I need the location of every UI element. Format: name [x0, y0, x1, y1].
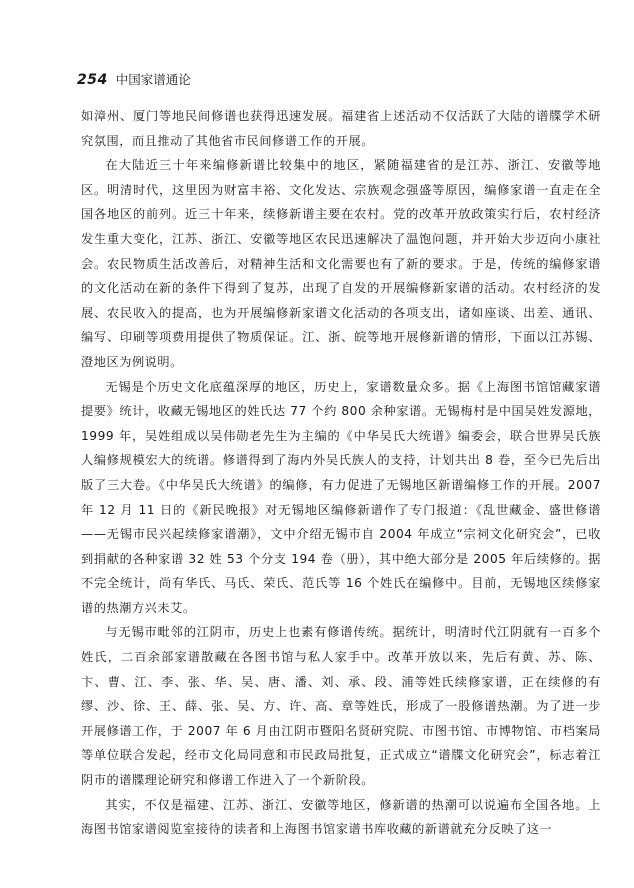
body-text — [81, 104, 601, 842]
paragraph: 在大陆近三十年来编修新谱比较集中的地区，紧随福建省的是江苏、浙江、安徽等地区。明清时代，这里因为财富丰裕、文化发达、宗族观念强盛等原因，编修家谱一直走在全国各地区的前列。近三十年来，续修新谱主要在农村。党的改革开放政策实行后，农村经济发生重大变化，江苏、浙江、安徽等地区农民迅速解决了温饱问题，并开始大步迈向小康社会。农民物质生活改善后，对精神生活和文化需要也有了新的要求。于是，传统的编修家谱的文化活动在新的条件下得到了复苏，出现了自发的开展编修新家谱的活动。农村经济的发展、农民收入的提高，也为开展编修新家谱文化活动的各项支出，诸如座谈、出差、通讯、编写、印刷等项费用提供了物质保证。江、浙、皖等地开展修新谱的情形，下面以江苏锡、澄地区为例说明。 — [81, 158, 601, 369]
paragraph: 与无锡市毗邻的江阴市，历史上也素有修谱传统。据统计，明清时代江阴就有一百多个姓氏，二百余部家谱散藏在各图书馆与私人家手中。改革开放以来，先后有黄、苏、陈、卞、曹、江、李、张、华、吴、唐、潘、刘、承、段、浦等姓氏续修家谱，正在续修的有缪、沙、徐、王、薛、张、吴、方、许、高、章等姓氏，形成了一股修谱热潮。为了进一步开展修谱工作，于 2007 年 6 月由江阴市暨阳名贤研究院、市图书馆、市博物馆、市档案局等单位联合发起，经市文化局同意和市民政局批复，正式成立“谱牒文化研究会”，标志着江阴市的谱牒理论研究和修谱工作进入了一个新阶段。 — [81, 625, 601, 788]
running-head: 中国家谱通论 — [115, 72, 191, 87]
paragraph: 其实，不仅是福建、江苏、浙江、安徽等地区，修新谱的热潮可以说遍布全国各地。上海图书馆家谱阅览室接待的读者和上海图书馆家谱书库收藏的新谱就充分反映了这一 — [81, 797, 601, 837]
page-number: 254 — [77, 72, 108, 88]
page-header — [77, 70, 191, 90]
paragraph: 无锡是个历史文化底蕴深厚的地区，历史上，家谱数量众多。据《上海图书馆馆藏家谱提要》统计，收藏无锡地区的姓氏达 77 个约 800 余种家谱。无锡梅村是中国吴姓发源地，1999 年，吴姓组成以吴伟勋老先生为主编的《中华吴氏大统谱》编委会，联合世界吴氏族人编修规模宏大的统谱。修谱得到了海内外吴氏族人的支持，计划共出 8 卷，至今已先后出版了三大卷。《中华吴氏大统谱》的编修，有力促进了无锡地区新谱编修工作的开展。2007 年 12 月 11 日的《新民晚报》对无锡地区编修新谱作了专门报道：《乱世藏金、盛世修谱——无锡市民兴起续修家谱潮》，文中介绍无锡市自 2004 年成立“宗祠文化研究会”，已收到捐献的各种家谱 32 姓 53 个分支 194 卷（册），其中绝大部分是 2005 年后续修的。据不完全统计，尚有华氏、马氏、荣氏、范氏等 16 个姓氏在编修中。目前，无锡地区续修家谱的热潮方兴未艾。 — [81, 379, 601, 615]
paragraph-continued: 如漳州、厦门等地民间修谱也获得迅速发展。福建省上述活动不仅活跃了大陆的谱牒学术研究氛围，而且推动了其他省市民间修谱工作的开展。 — [81, 109, 601, 148]
